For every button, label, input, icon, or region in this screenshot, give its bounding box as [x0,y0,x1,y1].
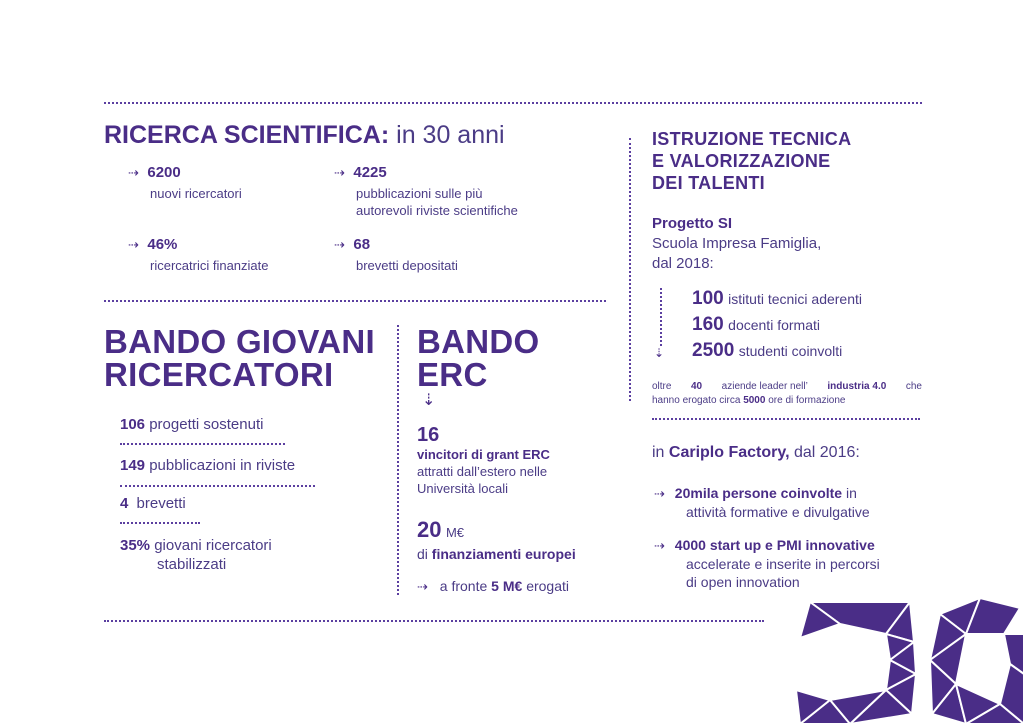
cariplo-item-line2: attività formative e divulgative [686,504,870,520]
arrow-icon: ⇢ [417,579,428,594]
progetto-stat-3 [692,340,842,362]
ricerca-stat-2 [334,164,518,219]
note-text: che [905,381,922,392]
note-text: ore di formazione [768,395,846,406]
ricerca-stat-4 [334,236,458,274]
item-divider [120,522,200,524]
aziende-note [652,380,922,408]
down-arrow-icon: ⇣ [422,392,436,409]
bando-giovani-title [104,325,375,391]
bando-erc-title-line2: ERC [417,356,488,393]
item-divider [120,485,315,487]
note-value: 5000 [743,395,766,406]
ricerca-stat-3 [128,236,269,274]
note-text: hanno erogato circa [652,395,741,406]
bando-giovani-item-1 [120,416,263,433]
erc-finanziamenti [417,518,576,563]
ricerca-stat-desc-line1: pubblicazioni sulle più [356,186,483,201]
fronte-prefix: a fronte [439,578,488,594]
item-divider [120,443,285,445]
middle-divider [104,300,606,302]
bando-giovani-title-line2: RICERCATORI [104,356,334,393]
istruzione-divider [652,418,920,420]
arrow-icon: ⇢ [334,237,345,252]
bando-giovani-item-2 [120,457,295,474]
stat-desc: istituti tecnici aderenti [728,291,862,307]
note-value: 40 [691,381,703,392]
ricerca-stat-desc: ricercatrici finanziate [150,258,269,273]
ricerca-title [104,120,505,150]
bottom-divider [104,620,764,622]
ricerca-stat-desc: brevetti depositati [356,258,458,273]
bando-giovani-title-line1: BANDO GIOVANI [104,323,375,360]
vincitori-value: 16 [417,424,440,446]
bando-giovani-item-3 [120,495,186,512]
bando-erc-title-line1: BANDO [417,323,540,360]
item-desc: pubblicazioni in riviste [149,457,296,474]
arrow-icon: ⇢ [654,486,665,501]
ricerca-title-bold: RICERCA SCIENTIFICA: [104,121,390,149]
item-value: 4 [120,495,129,512]
erc-fronte [417,578,569,595]
note-text: aziende leader nell’ [721,381,808,392]
progetto-stat-2 [692,314,820,336]
arrow-icon: ⇢ [128,165,139,180]
right-column-divider [629,138,631,401]
stat-value: 2500 [692,340,735,361]
istruzione-title [652,128,851,194]
cariplo-item-line3: di open innovation [686,574,800,590]
progetto-bold: Progetto SI [652,215,733,232]
stat-value: 160 [692,314,724,335]
stat-desc: docenti formati [728,317,820,333]
note-text: oltre [652,381,672,392]
ricerca-stat-desc: nuovi ricercatori [150,186,242,201]
item-value: 106 [120,416,146,433]
cariplo-prefix: in [652,444,665,461]
cariplo-item-2 [654,536,880,591]
cariplo-item-tail: in [845,485,857,501]
progetto-line3: dal 2018: [652,255,714,272]
vincitori-line3: Università locali [417,481,509,496]
cariplo-item-bold: 4000 start up e PMI innovative [674,537,875,553]
progetto-stat-1 [692,288,862,310]
item-desc: brevetti [136,495,186,512]
vincitori-line2: attratti dall’estero nelle [417,464,548,479]
ricerca-stat-1 [128,164,242,202]
top-divider [104,102,922,104]
bando-erc-title [417,325,540,391]
stat-value: 100 [692,288,724,309]
ricerca-title-light: in 30 anni [396,121,505,149]
progetto-vertical-line [660,288,662,346]
down-arrow-icon: ⇣ [654,346,665,360]
fin-prefix: di [417,546,428,562]
cariplo-item-bold: 20mila persone coinvolte [674,485,843,501]
ricerca-stat-desc-line2: autorevoli riviste scientifiche [356,203,518,218]
arrow-icon: ⇢ [334,165,345,180]
note-value: industria 4.0 [827,381,887,392]
istruzione-title-line1: ISTRUZIONE TECNICA [652,129,852,149]
cariplo-suffix: dal 2016: [793,444,860,461]
item-desc-line1: giovani ricercatori [154,537,272,554]
ricerca-stat-value: 68 [353,236,371,253]
istruzione-title-line3: DEI TALENTI [652,173,765,193]
arrow-icon: ⇢ [654,538,665,553]
stat-desc: studenti coinvolti [738,343,843,359]
item-desc-line2: stabilizzati [157,556,227,573]
thirty-logo [790,594,1024,724]
cariplo-item-line2: accelerate e inserite in percorsi [686,556,880,572]
erc-column-divider [397,325,399,595]
cariplo-name: Cariplo Factory, [668,444,790,461]
ricerca-stat-value: 6200 [147,164,181,181]
fin-label: finanziamenti europei [431,546,576,562]
item-value: 149 [120,457,146,474]
ricerca-stat-value: 4225 [353,164,387,181]
vincitori-label: vincitori di grant ERC [417,447,550,462]
fin-unit: M€ [445,525,464,540]
cariplo-heading [652,444,860,462]
progetto-line2: Scuola Impresa Famiglia, [652,235,822,252]
progetto-si [652,214,821,274]
cariplo-item-1 [654,484,870,521]
fronte-value: 5 M€ [491,578,523,594]
item-value: 35% [120,537,151,554]
erc-vincitori [417,424,550,497]
arrow-icon: ⇢ [128,237,139,252]
ricerca-stat-value: 46% [147,236,178,253]
fin-value: 20 [417,517,442,542]
fronte-suffix: erogati [526,578,569,594]
bando-giovani-item-4 [120,536,272,574]
item-desc: progetti sostenuti [149,416,264,433]
istruzione-title-line2: E VALORIZZAZIONE [652,151,831,171]
